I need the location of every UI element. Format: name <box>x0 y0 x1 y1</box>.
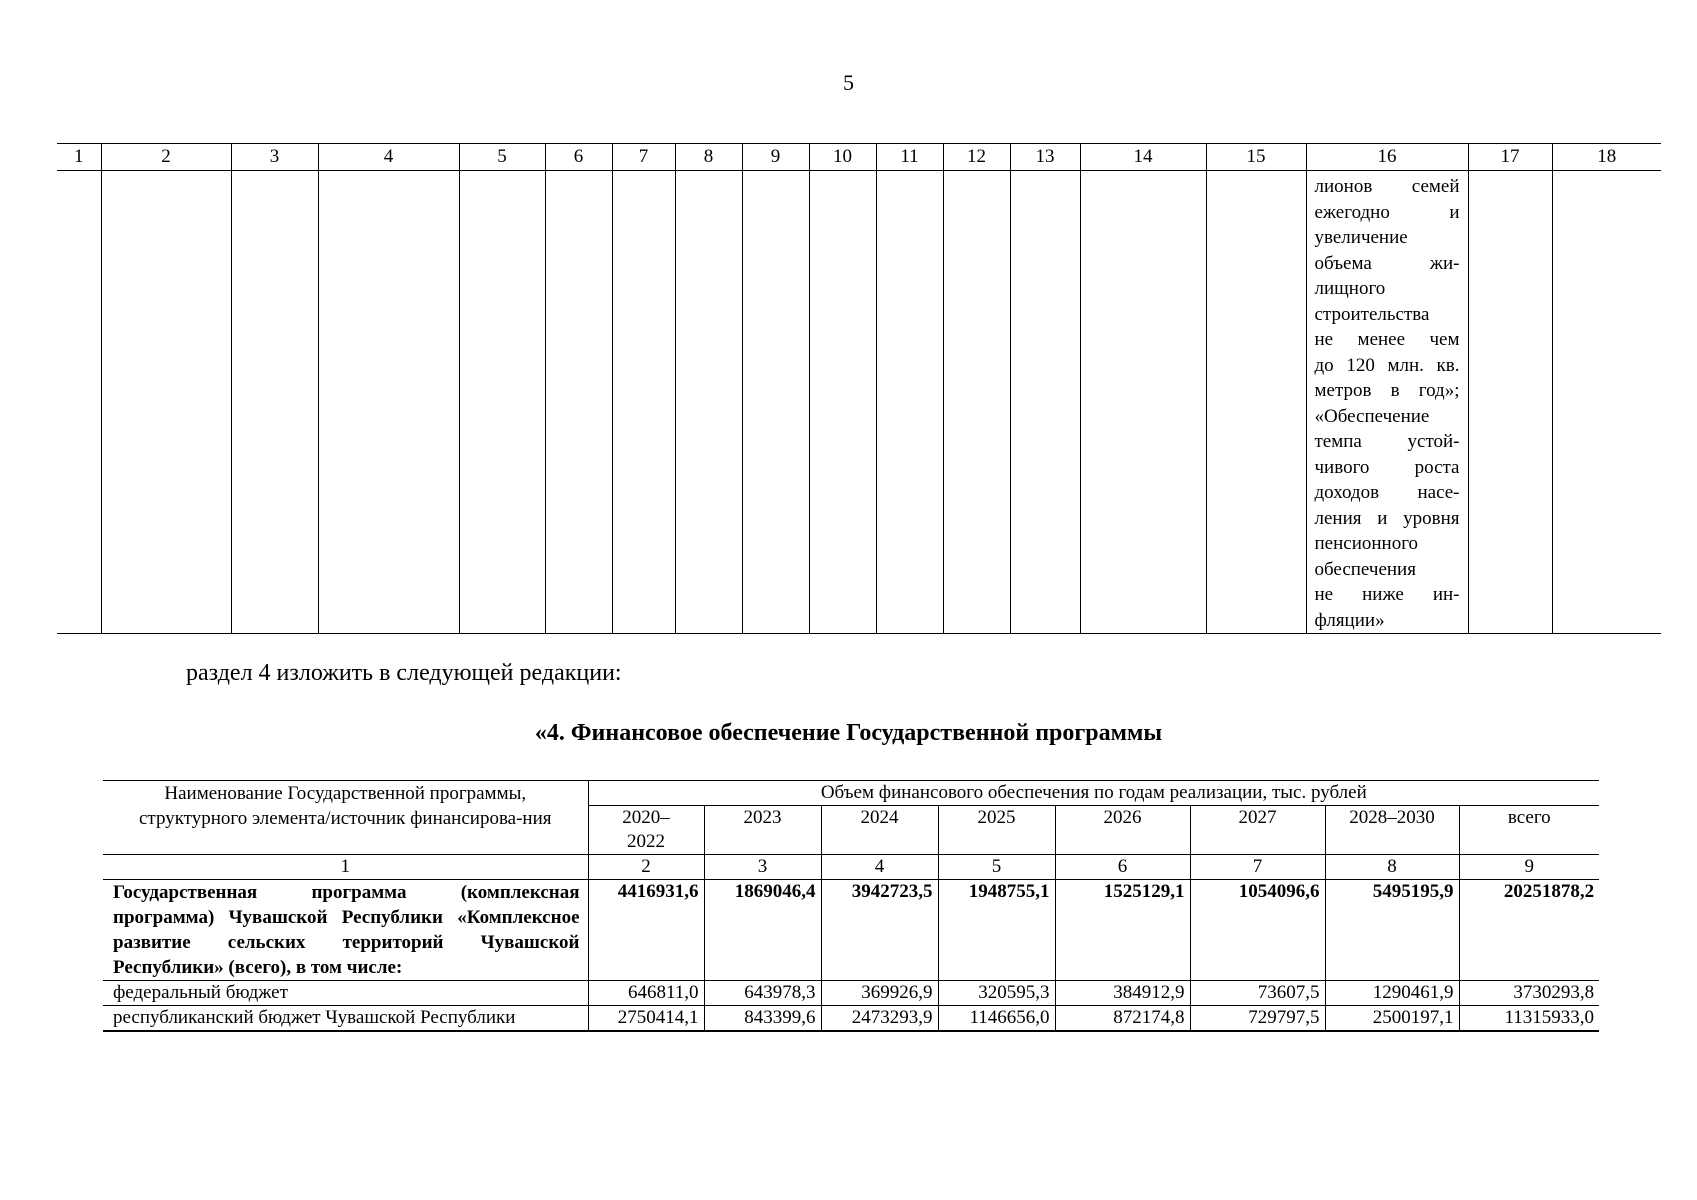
year-header: 2020–2022 <box>588 806 704 855</box>
row-value: 2500197,1 <box>1325 1006 1459 1032</box>
row-value: 643978,3 <box>704 981 821 1006</box>
row-value: 1290461,9 <box>1325 981 1459 1006</box>
header-group-cell: Объем финансового обеспечения по годам реализации, тыс. рублей <box>588 781 1599 806</box>
column-number: 4 <box>821 855 938 880</box>
column-number: 11 <box>876 144 943 171</box>
year-header: 2023 <box>704 806 821 855</box>
table-row <box>103 1006 1599 1032</box>
text-line: лионов семей <box>1314 176 1460 197</box>
column-number: 17 <box>1468 144 1552 171</box>
text-line: пенсионного <box>1314 533 1419 554</box>
empty-cell <box>612 171 675 634</box>
column-number: 10 <box>809 144 876 171</box>
column-number: 2 <box>101 144 231 171</box>
row-value: 5495195,9 <box>1325 880 1459 981</box>
column-number: 13 <box>1010 144 1080 171</box>
column-number: 1 <box>103 855 588 880</box>
text-line: увеличение <box>1314 227 1408 248</box>
column-number: 14 <box>1080 144 1206 171</box>
header-name-cell: Наименование Государственной программы, структурного элемента/источник финансирова-ния <box>103 781 588 855</box>
column-number: 8 <box>675 144 742 171</box>
text-line: строительства <box>1314 303 1430 325</box>
column-number: 3 <box>231 144 318 171</box>
row-name: Государственная программа (комплексная программа) Чувашской Республики «Комплексное развитие сельских территорий Чувашской Республики» (всего), в том числе: <box>103 880 588 981</box>
row-value: 843399,6 <box>704 1006 821 1032</box>
text-line: фляции» <box>1314 609 1385 631</box>
text-line: темпа устой- <box>1314 431 1460 452</box>
row-value: 320595,3 <box>938 981 1055 1006</box>
column-number: 5 <box>938 855 1055 880</box>
year-header: 2026 <box>1055 806 1190 855</box>
table-row <box>103 981 1599 1006</box>
text-line: ления и уровня <box>1314 507 1460 529</box>
column-number: 16 <box>1306 144 1468 171</box>
text-line: чивого роста <box>1314 456 1460 478</box>
row-value: 729797,5 <box>1190 1006 1325 1032</box>
row-value: 384912,9 <box>1055 981 1190 1006</box>
empty-cell <box>1010 171 1080 634</box>
empty-cell <box>545 171 612 634</box>
empty-cell <box>1206 171 1306 634</box>
column-number: 3 <box>704 855 821 880</box>
text-line: объема жи- <box>1314 252 1460 274</box>
column-number: 1 <box>57 144 101 171</box>
text-line: обеспечения <box>1314 558 1416 580</box>
column-number-row <box>57 144 1661 171</box>
row-value: 1146656,0 <box>938 1006 1055 1032</box>
row-value: 3730293,8 <box>1459 981 1599 1006</box>
continuation-table <box>57 143 1661 634</box>
row-value: 1869046,4 <box>704 880 821 981</box>
empty-cell <box>57 171 101 634</box>
column-number: 9 <box>1459 855 1599 880</box>
column-number-row <box>103 855 1599 880</box>
row-value: 1054096,6 <box>1190 880 1325 981</box>
column-number: 6 <box>545 144 612 171</box>
row-value: 646811,0 <box>588 981 704 1006</box>
row-value: 1525129,1 <box>1055 880 1190 981</box>
table-row <box>103 880 1599 981</box>
page-number: 5 <box>843 70 854 95</box>
column16-cell <box>1306 171 1468 634</box>
empty-cell <box>1468 171 1552 634</box>
empty-cell <box>943 171 1010 634</box>
row-value: 872174,8 <box>1055 1006 1190 1032</box>
finance-table <box>103 780 1599 1032</box>
text-line: не менее чем <box>1314 329 1460 350</box>
column-number: 18 <box>1552 144 1661 171</box>
row-value: 3942723,5 <box>821 880 938 981</box>
column-number: 15 <box>1206 144 1306 171</box>
text-line: доходов насе- <box>1314 482 1460 503</box>
section-title: «4. Финансовое обеспечение Государственной программы <box>534 720 1163 746</box>
year-header: 2025 <box>938 806 1055 855</box>
column-number: 2 <box>588 855 704 880</box>
instruction-text: раздел 4 изложить в следующей редакции: <box>186 660 622 686</box>
row-value: 2473293,9 <box>821 1006 938 1032</box>
text-line: до 120 млн. кв. <box>1314 354 1460 376</box>
text-line: лищного <box>1314 278 1386 299</box>
text-line: метров в год»; <box>1314 380 1460 401</box>
text-line: не ниже ин- <box>1314 584 1460 605</box>
row-value: 369926,9 <box>821 981 938 1006</box>
column-number: 7 <box>612 144 675 171</box>
empty-cell <box>101 171 231 634</box>
row-value: 20251878,2 <box>1459 880 1599 981</box>
row-name: республиканский бюджет Чувашской Республики <box>103 1006 588 1032</box>
year-header: 2024 <box>821 806 938 855</box>
row-value: 11315933,0 <box>1459 1006 1599 1032</box>
column-number: 6 <box>1055 855 1190 880</box>
year-header: 2028–2030 <box>1325 806 1459 855</box>
column-number: 4 <box>318 144 459 171</box>
year-header: 2027 <box>1190 806 1325 855</box>
row-name: федеральный бюджет <box>103 981 588 1006</box>
row-value: 2750414,1 <box>588 1006 704 1032</box>
column-number: 7 <box>1190 855 1325 880</box>
empty-cell <box>876 171 943 634</box>
column-number: 9 <box>742 144 809 171</box>
continuation-row <box>57 171 1661 634</box>
empty-cell <box>231 171 318 634</box>
column-number: 8 <box>1325 855 1459 880</box>
row-value: 4416931,6 <box>588 880 704 981</box>
empty-cell <box>809 171 876 634</box>
column-number: 5 <box>459 144 545 171</box>
empty-cell <box>742 171 809 634</box>
column-number: 12 <box>943 144 1010 171</box>
text-line: ежегодно и <box>1314 201 1460 223</box>
empty-cell <box>459 171 545 634</box>
row-value: 1948755,1 <box>938 880 1055 981</box>
row-value: 73607,5 <box>1190 981 1325 1006</box>
header-row <box>103 781 1599 806</box>
empty-cell <box>1080 171 1206 634</box>
year-header: всего <box>1459 806 1599 855</box>
empty-cell <box>318 171 459 634</box>
column16-text <box>1307 171 1468 633</box>
empty-cell <box>675 171 742 634</box>
empty-cell <box>1552 171 1661 634</box>
text-line: «Обеспечение <box>1314 405 1430 427</box>
